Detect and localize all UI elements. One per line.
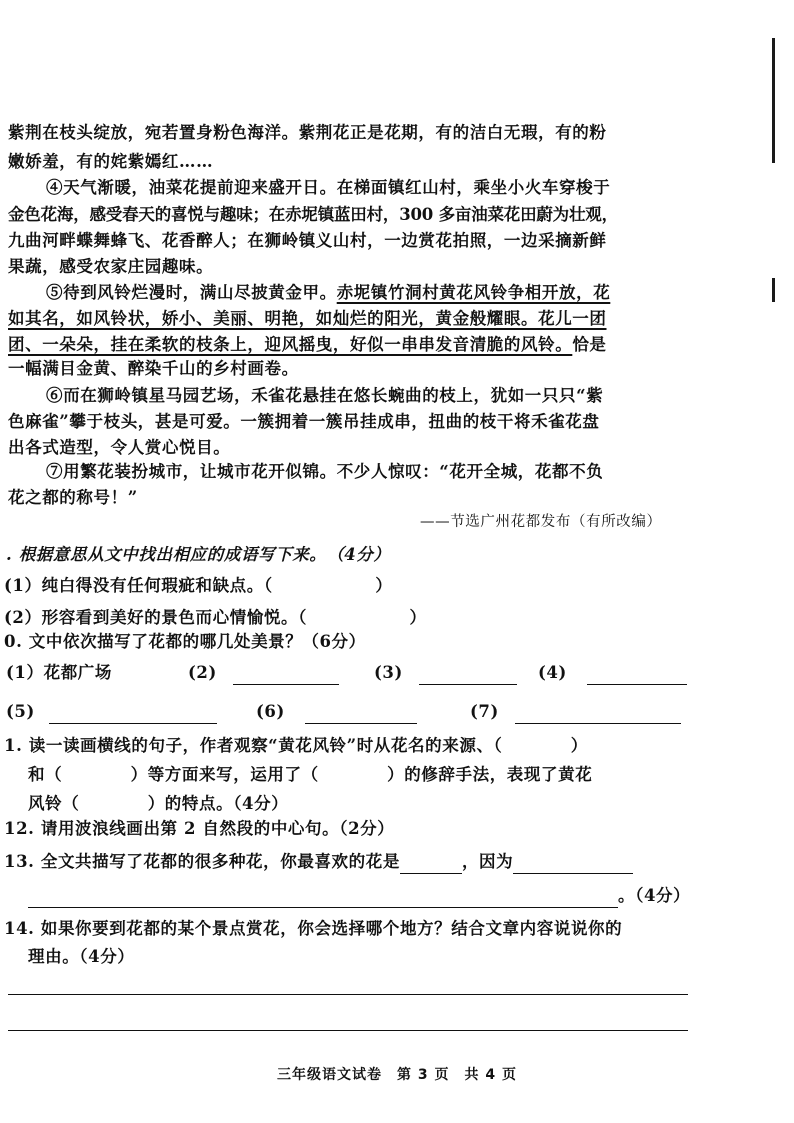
question-10-item <box>188 661 339 685</box>
passage-line: ④天气渐暖，油菜花提前迎来盛开日。在梯面镇红山村，乘坐小火车穿梭于 <box>46 178 611 197</box>
question-text: 。（4分） <box>618 886 691 905</box>
passage-line: ⑥而在狮岭镇星马园艺场，禾雀花悬挂在悠长蜿曲的枝上，犹如一只只“紫 <box>46 386 604 405</box>
question-10-item <box>374 661 517 685</box>
question-12: 12. 请用波浪线画出第 2 自然段的中心句。（2分） <box>4 819 395 838</box>
passage-line: 色麻雀”攀于枝头，甚是可爱。一簇拥着一簇吊挂成串，扭曲的枝干将禾雀花盘 <box>8 412 600 431</box>
answer-blank[interactable] <box>233 666 339 685</box>
question-14-line: 理由。（4分） <box>28 947 135 966</box>
answer-blank[interactable] <box>49 705 217 724</box>
answer-blank[interactable] <box>28 889 618 908</box>
passage-line <box>8 333 607 357</box>
question-9-item: (2）形容看到美好的景色而心情愉悦。（ ） <box>4 608 427 627</box>
question-text: 13. 全文共描写了花都的很多种花，你最喜欢的花是 <box>4 852 400 871</box>
passage-line <box>46 281 610 305</box>
passage-line: ⑦用繁花装扮城市，让城市花开似锦。不少人惊叹：“花开全城，花都不负 <box>46 462 604 481</box>
answer-blank[interactable] <box>400 855 462 874</box>
item-number: (2) <box>188 663 217 682</box>
question-13 <box>4 850 633 874</box>
underlined-sentence: 团、一朵朵，挂在柔软的枝条上，迎风摇曳，好似一串串发音清脆的风铃。 <box>8 335 573 354</box>
question-text: ，因为 <box>461 852 514 871</box>
passage-line: 金色花海，感受春天的喜悦与趣味；在赤坭镇蓝田村，300 多亩油菜花田蔚为壮观， <box>8 205 618 224</box>
underlined-sentence: 赤坭镇竹洞村黄花风铃争相开放，花 <box>336 283 611 302</box>
item-number: (4) <box>538 663 567 682</box>
passage-line: 一幅满目金黄、醉染千山的乡村画卷。 <box>8 359 299 378</box>
question-11-line: 风铃（ ）的特点。（4分） <box>28 794 289 813</box>
question-10-item: (1）花都广场 <box>6 663 112 682</box>
answer-blank[interactable] <box>419 666 517 685</box>
item-number: (3) <box>374 663 403 682</box>
question-11-line: 和（ ）等方面来写，运用了（ ）的修辞手法，表现了黄花 <box>28 765 593 784</box>
question-10-item <box>6 700 217 724</box>
answer-blank[interactable] <box>515 705 681 724</box>
passage-text: 恰是 <box>572 335 607 354</box>
passage-line: 九曲河畔蝶舞蜂飞、花香醉人；在狮岭镇义山村，一边赏花拍照，一边采摘新鲜 <box>8 231 607 250</box>
question-10-title: 0. 文中依次描写了花都的哪几处美景？（6分） <box>4 632 366 651</box>
passage-line: 花之都的称号！” <box>8 488 138 507</box>
answer-blank[interactable] <box>513 855 633 874</box>
answer-line[interactable] <box>8 1030 688 1031</box>
passage-source: ——节选广州花都发布（有所改编） <box>420 514 662 530</box>
item-number: (6) <box>256 702 285 721</box>
question-10-item <box>256 700 417 724</box>
passage-line: 果蔬，感受农家庄园趣味。 <box>8 257 214 276</box>
item-number: (7) <box>470 702 499 721</box>
page-footer: 三年级语文试卷 第 3 页 共 4 页 <box>277 1067 517 1083</box>
question-10-item <box>470 700 681 724</box>
question-9-item: (1）纯白得没有任何瑕疵和缺点。（ ） <box>4 576 393 595</box>
passage-line: 紫荆在枝头绽放，宛若置身粉色海洋。紫荆花正是花期，有的洁白无瑕，有的粉 <box>8 123 607 142</box>
item-number: (5) <box>6 702 35 721</box>
passage-line: 出各式造型，令人赏心悦目。 <box>8 438 231 457</box>
question-9-title: . 根据意思从文中找出相应的成语写下来。 （4分） <box>6 545 391 564</box>
question-11-line: 1. 读一读画横线的句子，作者观察“黄花风铃”时从花名的来源、（ ） <box>4 736 588 755</box>
passage-line: 嫩娇羞，有的姹紫嫣红…… <box>8 152 214 171</box>
question-14-line: 14. 如果你要到花都的某个景点赏花，你会选择哪个地方？结合文章内容说说你的 <box>4 919 623 938</box>
question-10-item <box>538 661 687 685</box>
answer-blank[interactable] <box>587 666 687 685</box>
answer-blank[interactable] <box>305 705 417 724</box>
question-13-continued <box>28 884 690 908</box>
underlined-sentence: 如其名，如风铃状，娇小、美丽、明艳，如灿烂的阳光，黄金般耀眼。花儿一团 <box>8 309 607 328</box>
answer-line[interactable] <box>8 994 688 995</box>
passage-text: ⑤待到风铃烂漫时，满山尽披黄金甲。 <box>46 283 337 302</box>
